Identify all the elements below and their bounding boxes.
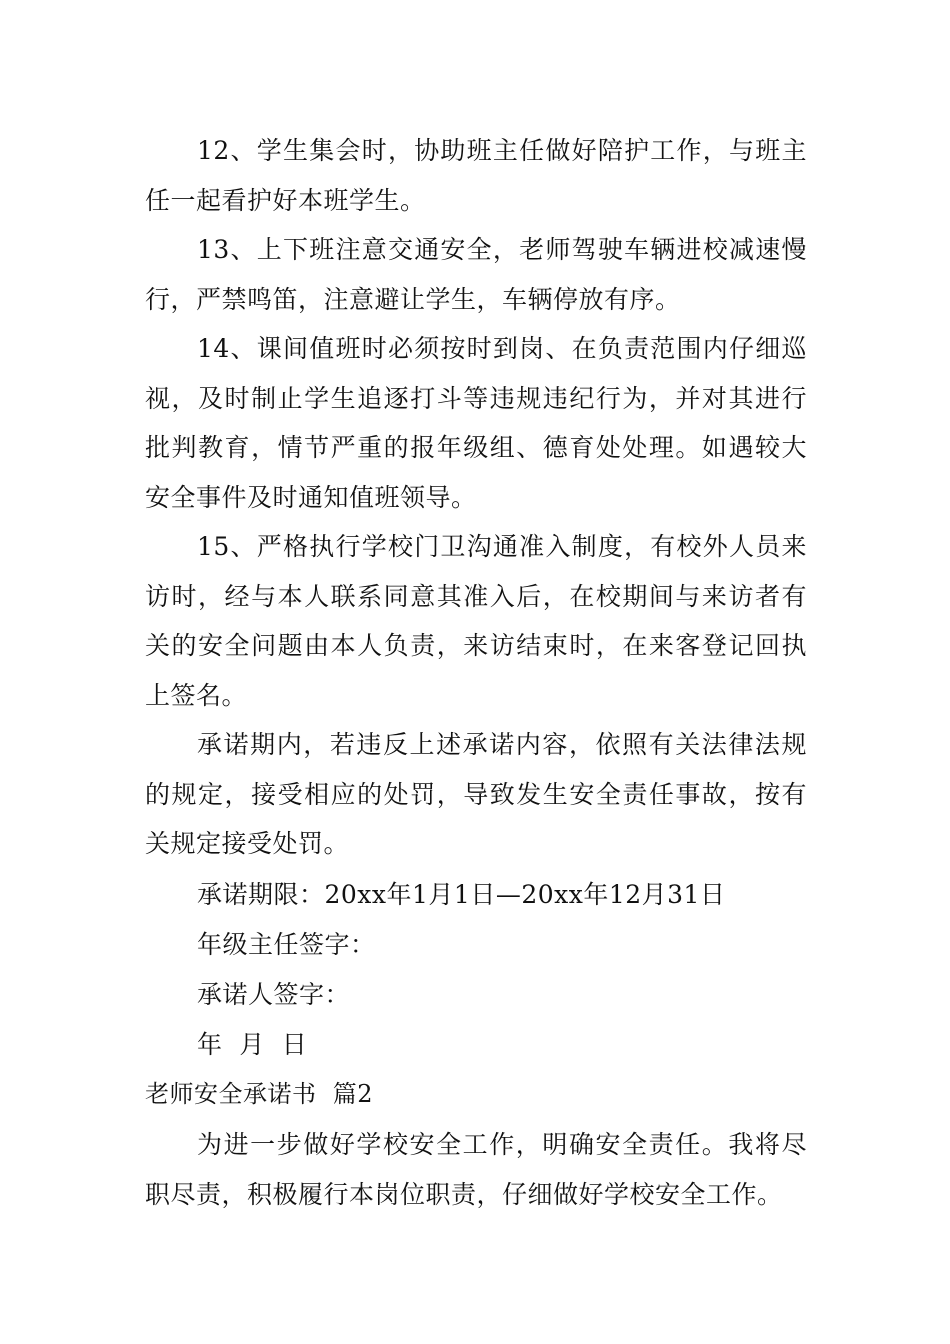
commitment-item-14: 14、课间值班时必须按时到岗、在负责范围内仔细巡视，及时制止学生追逐打斗等违规违纪行为，并对其进行批判教育，情节严重的报年级组、德育处处理。如遇较大安全事件及时通知值班领导。 xyxy=(145,334,807,512)
promiser-signature-label: 承诺人签字： xyxy=(197,980,351,1009)
commitment-term: 承诺期限：20xx年1月1日—20xx年12月31日 xyxy=(197,880,726,909)
commitment-item-15: 15、严格执行学校门卫沟通准入制度，有校外人员来访时，经与本人联系同意其准入后，在校期间与来访者有关的安全问题由本人负责，来访结束时，在来客登记回执上签名。 xyxy=(145,532,807,710)
intro-paragraph: 为进一步做好学校安全工作，明确安全责任。我将尽职尽责，积极履行本岗位职责，仔细做好学校安全工作。 xyxy=(145,1130,807,1209)
closing-paragraph: 承诺期内，若违反上述承诺内容，依照有关法律法规的规定，接受相应的处罚，导致发生安全责任事故，按有关规定接受处罚。 xyxy=(145,730,807,858)
section-heading: 老师安全承诺书 篇2 xyxy=(145,1080,374,1108)
grade-director-signature-label: 年级主任签字： xyxy=(197,930,376,959)
commitment-item-12: 12、学生集会时，协助班主任做好陪护工作，与班主任一起看护好本班学生。 xyxy=(145,136,807,215)
signature-date: 年 月 日 xyxy=(197,1030,308,1059)
commitment-item-13: 13、上下班注意交通安全，老师驾驶车辆进校减速慢行，严禁鸣笛，注意避让学生，车辆停放有序。 xyxy=(145,235,807,314)
